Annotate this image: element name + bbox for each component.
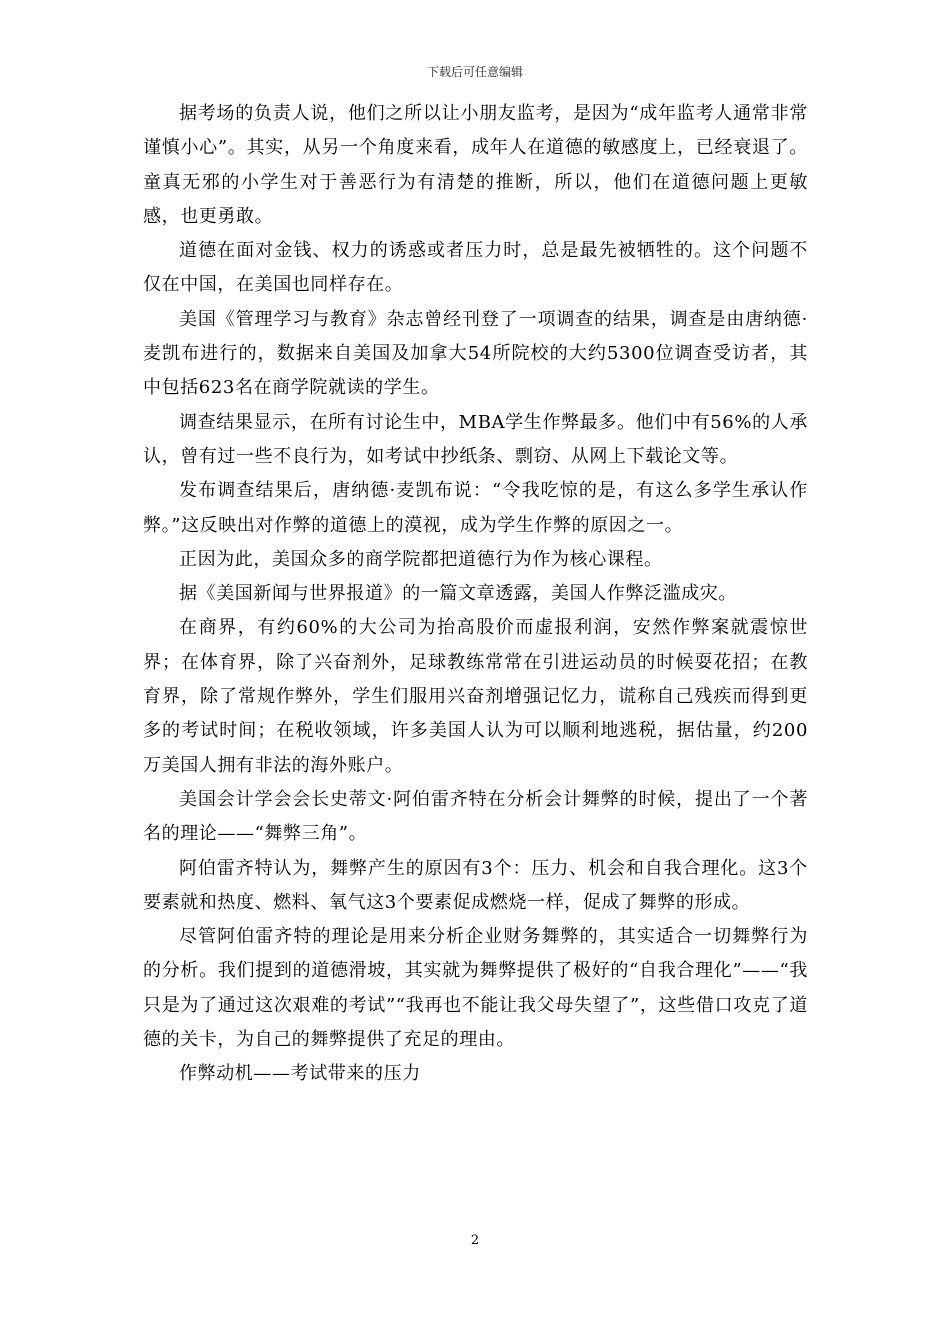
paragraph-7: 据《美国新闻与世界报道》的一篇文章透露，美国人作弊泛滥成灾。	[179, 583, 737, 605]
paragraph-12: 作弊动机——考试带来的压力	[179, 1063, 421, 1085]
paragraph-5: 发布调查结果后，唐纳德·麦凯布说：“令我吃惊的是，有这么多学生承认作弊。”这反映出对作弊的道德上的漠视，成为学生作弊的原因之一。	[143, 480, 808, 536]
paragraph-8: 在商界，有约60%的大公司为抬高股价而虚报利润，安然作弊案就震惊世界；在体育界，除了兴奋剂外，足球教练常常在引进运动员的时候耍花招；在教育界，除了常规作弊外，学生们服用兴奋剂增强记忆力，谎称自己残疾而得到更多的考试时间；在税收领域，许多美国人认为可以顺利地逃税，据估量，约200万美国人拥有非法的海外账户。	[143, 617, 808, 776]
paragraph-1: 据考场的负责人说，他们之所以让小朋友监考，是因为“成年监考人通常非常谨慎小心”。其实，从另一个角度来看，成年人在道德的敏感度上，已经衰退了。童真无邪的小学生对于善恶行为有清楚的推断，所以，他们在道德问题上更敏感，也更勇敢。	[143, 103, 808, 227]
paragraph-4: 调查结果显示，在所有讨论生中，MBA学生作弊最多。他们中有56%的人承认，曾有过一些不良行为，如考试中抄纸条、剽窃、从网上下载论文等。	[143, 411, 808, 467]
document-body	[143, 97, 808, 1092]
paragraph-9: 美国会计学会会长史蒂文·阿伯雷齐特在分析会计舞弊的时候，提出了一个著名的理论——“舞弊三角”。	[143, 788, 808, 845]
paragraph-10: 阿伯雷齐特认为，舞弊产生的原因有3个：压力、机会和自我合理化。这3个要素就和热度、燃料、氧气这3个要素促成燃烧一样，促成了舞弊的形成。	[143, 857, 808, 913]
paragraph-11: 尽管阿伯雷齐特的理论是用来分析企业财务舞弊的，其实适合一切舞弊行为的分析。我们提到的道德滑坡，其实就为舞弊提供了极好的“自我合理化”——“我只是为了通过这次艰难的考试”“我再也不能让我父母失望了”，这些借口攻克了道德的关卡，为自己的舞弊提供了充足的理由。	[143, 926, 808, 1051]
paragraph-6: 正因为此，美国众多的商学院都把道德行为作为核心课程。	[179, 548, 663, 570]
paragraph-2: 道德在面对金钱、权力的诱惑或者压力时，总是最先被牺牲的。这个问题不仅在中国，在美国也同样存在。	[143, 240, 808, 296]
paragraph-3: 美国《管理学习与教育》杂志曾经刊登了一项调查的结果，调查是由唐纳德·麦凯布进行的，数据来自美国及加拿大54所院校的大约5300位调查受访者，其中包括623名在商学院就读的学生。	[143, 308, 808, 399]
page-number: 2	[470, 1233, 480, 1248]
page-header: 下载后可任意编辑	[426, 65, 523, 79]
